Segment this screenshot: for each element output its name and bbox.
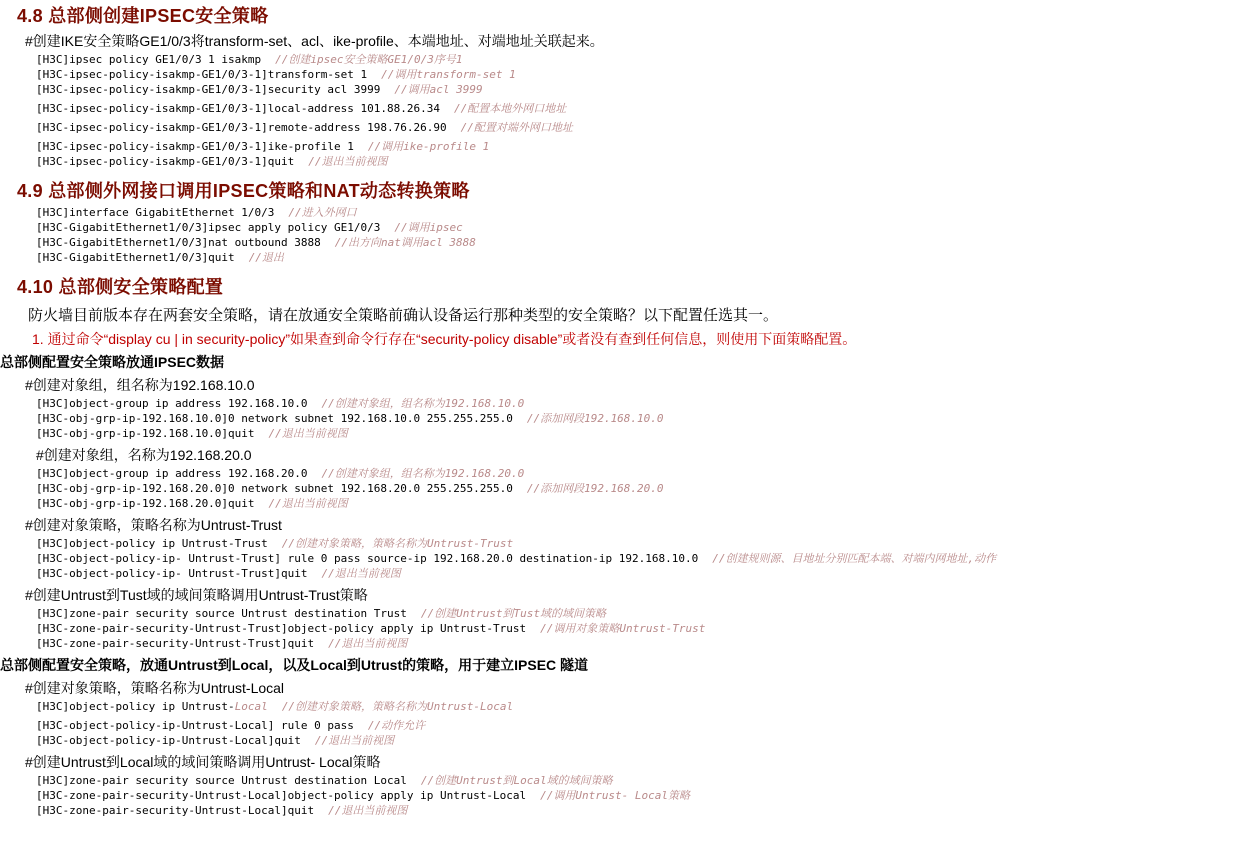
command-text: [H3C-ipsec-policy-isakmp-GE1/0/3-1]quit (36, 155, 295, 168)
code-comment: //添加网段192.168.10.0 (526, 412, 664, 425)
code-line (36, 120, 1243, 135)
command-text: [H3C]zone-pair security source Untrust destination Local (36, 774, 407, 787)
code-comment: //动作允许 (367, 719, 426, 732)
code-line (36, 699, 1243, 714)
code-comment: //退出当前视图 (328, 637, 408, 650)
hash-note: #创建Untrust到Tust域的域间策略调用Untrust-Trust策略 (25, 587, 368, 603)
code-block (36, 699, 1243, 748)
hash-note: #创建Untrust到Local域的域间策略调用Untrust- Local策略 (25, 754, 381, 770)
code-comment: //创建Untrust到Tust域的域间策略 (420, 607, 606, 620)
red-instruction-note: 1. 通过命令“display cu | in security-policy”如果查到命令行存在“security-policy disable”或者没有查到任何信息，则使用下面策略配置。 (32, 331, 857, 347)
code-comment: //调用acl 3999 (394, 83, 483, 96)
code-block (36, 396, 1243, 441)
code-comment: //创建对象策略，策略名称为Untrust-Trust (281, 537, 514, 550)
command-text: [H3C]object-policy ip Untrust-Trust (36, 537, 268, 550)
code-comment: //调用transform-set 1 (381, 68, 516, 81)
bold-subheading: 总部侧配置安全策略放通IPSEC数据 (0, 354, 225, 370)
code-comment: //调用ipsec (394, 221, 463, 234)
code-comment: //配置本地外网口地址 (453, 102, 567, 115)
document-body (0, 6, 1243, 818)
command-text: [H3C-obj-grp-ip-192.168.20.0]0 network subnet 192.168.20.0 255.255.255.0 (36, 482, 513, 495)
code-comment: //退出当前视图 (308, 155, 388, 168)
code-comment: //调用对象策略Untrust-Trust (540, 622, 706, 635)
code-line (36, 536, 1243, 551)
code-block (36, 536, 1243, 581)
code-comment: //进入外网口 (288, 206, 357, 219)
code-comment: //调用Untrust- Local策略 (540, 789, 691, 802)
hash-note: #创建IKE安全策略GE1/0/3将transform-set、acl、ike-profile、本端地址、对端地址关联起来。 (25, 33, 604, 49)
document-page (0, 6, 1243, 863)
code-comment: //配置对端外网口地址 (460, 121, 573, 134)
section-heading: 4.10 总部侧安全策略配置 (17, 277, 224, 297)
code-comment: //退出当前视图 (328, 804, 408, 817)
code-block (36, 52, 1243, 169)
code-line (36, 466, 1243, 481)
code-comment: //添加网段192.168.20.0 (526, 482, 664, 495)
command-text: [H3C]ipsec policy GE1/0/3 1 isakmp (36, 53, 262, 66)
code-line (36, 101, 1243, 116)
section-heading: 4.8 总部侧创建IPSEC安全策略 (17, 6, 269, 26)
code-comment: //创建规则源、目地址分别匹配本端、对端内网地址,动作 (712, 552, 997, 565)
code-line (36, 788, 1243, 803)
command-text: [H3C-obj-grp-ip-192.168.10.0]0 network subnet 192.168.10.0 255.255.255.0 (36, 412, 513, 425)
code-line (36, 636, 1243, 651)
code-line (36, 250, 1243, 265)
code-comment: //创建ipsec安全策略GE1/0/3序号1 (275, 53, 463, 66)
code-line (36, 551, 1243, 566)
command-text: [H3C-object-policy-ip- Untrust-Trust] rule 0 pass source-ip 192.168.20.0 destination-ip 192.168.10.0 (36, 552, 699, 565)
command-text: [H3C]interface GigabitEthernet 1/0/3 (36, 206, 275, 219)
code-line (36, 396, 1243, 411)
command-text: [H3C]object-group ip address 192.168.10.0 (36, 397, 308, 410)
hash-note: #创建对象策略，策略名称为Untrust-Trust (25, 517, 282, 533)
command-text: [H3C]zone-pair security source Untrust destination Trust (36, 607, 407, 620)
command-text: [H3C-obj-grp-ip-192.168.20.0]quit (36, 497, 255, 510)
hash-note: #创建对象策略，策略名称为Untrust-Local (25, 680, 285, 696)
command-text: [H3C-ipsec-policy-isakmp-GE1/0/3-1]ike-profile 1 (36, 140, 354, 153)
command-text: [H3C-GigabitEthernet1/0/3]nat outbound 3888 (36, 236, 321, 249)
code-line (36, 411, 1243, 426)
command-text: [H3C-obj-grp-ip-192.168.10.0]quit (36, 427, 255, 440)
code-line (36, 803, 1243, 818)
code-comment: //出方向nat调用acl 3888 (334, 236, 476, 249)
command-text: [H3C-zone-pair-security-Untrust-Local]quit (36, 804, 315, 817)
code-line (36, 606, 1243, 621)
code-comment: //退出当前视图 (268, 497, 348, 510)
hash-note: #创建对象组，名称为192.168.20.0 (36, 447, 252, 463)
code-line (36, 154, 1243, 169)
command-text: [H3C-ipsec-policy-isakmp-GE1/0/3-1]security acl 3999 (36, 83, 381, 96)
command-text: [H3C-object-policy-ip- Untrust-Trust]quit (36, 567, 308, 580)
code-comment: //退出当前视图 (268, 427, 348, 440)
command-text: [H3C-zone-pair-security-Untrust-Local]object-policy apply ip Untrust-Local (36, 789, 527, 802)
code-line (36, 773, 1243, 788)
command-text: [H3C-object-policy-ip-Untrust-Local] rule 0 pass (36, 719, 354, 732)
code-line (36, 67, 1243, 82)
code-comment: //退出当前视图 (321, 567, 401, 580)
command-text: [H3C-object-policy-ip-Untrust-Local]quit (36, 734, 301, 747)
code-line (36, 205, 1243, 220)
code-line (36, 733, 1243, 748)
command-text: [H3C-zone-pair-security-Untrust-Trust]object-policy apply ip Untrust-Trust (36, 622, 527, 635)
command-text: [H3C]object-group ip address 192.168.20.0 (36, 467, 308, 480)
command-text: [H3C-ipsec-policy-isakmp-GE1/0/3-1]local-address 101.88.26.34 (36, 102, 440, 115)
command-text: [H3C-ipsec-policy-isakmp-GE1/0/3-1]transform-set 1 (36, 68, 368, 81)
code-comment: //创建Untrust到Local域的域间策略 (420, 774, 613, 787)
command-text: [H3C-GigabitEthernet1/0/3]ipsec apply policy GE1/0/3 (36, 221, 381, 234)
code-line (36, 718, 1243, 733)
code-line (36, 139, 1243, 154)
paragraph: 防火墙目前版本存在两套安全策略，请在放通安全策略前确认设备运行那种类型的安全策略？以下配置任选其一。 (28, 307, 779, 324)
code-line (36, 481, 1243, 496)
code-block (36, 606, 1243, 651)
code-line (36, 566, 1243, 581)
hash-note: #创建对象组，组名称为192.168.10.0 (25, 377, 255, 393)
bold-subheading: 总部侧配置安全策略，放通Untrust到Local，以及Local到Utrust的策略，用于建立IPSEC 隧道 (0, 657, 589, 673)
code-comment: //创建对象组，组名称为192.168.10.0 (321, 397, 525, 410)
section-heading: 4.9 总部侧外网接口调用IPSEC策略和NAT动态转换策略 (17, 181, 470, 201)
code-line (36, 496, 1243, 511)
code-comment: //调用ike-profile 1 (367, 140, 490, 153)
code-block (36, 773, 1243, 818)
code-comment: //退出当前视图 (314, 734, 395, 747)
code-line (36, 621, 1243, 636)
code-comment: //创建对象策略，策略名称为Untrust-Local (281, 700, 514, 713)
code-line (36, 52, 1243, 67)
code-block (36, 466, 1243, 511)
code-comment: //创建对象组，组名称为192.168.20.0 (321, 467, 525, 480)
code-line (36, 82, 1243, 97)
code-line (36, 235, 1243, 250)
code-line (36, 220, 1243, 235)
command-text: [H3C-GigabitEthernet1/0/3]quit (36, 251, 235, 264)
code-line (36, 426, 1243, 441)
command-text: [H3C-zone-pair-security-Untrust-Trust]quit (36, 637, 315, 650)
command-text: [H3C]object-policy ip Untrust- (36, 700, 235, 713)
command-text: [H3C-ipsec-policy-isakmp-GE1/0/3-1]remote-address 198.76.26.90 (36, 121, 447, 134)
code-block (36, 205, 1243, 265)
command-text-italic: Local (234, 700, 268, 713)
code-comment: //退出 (248, 251, 284, 264)
